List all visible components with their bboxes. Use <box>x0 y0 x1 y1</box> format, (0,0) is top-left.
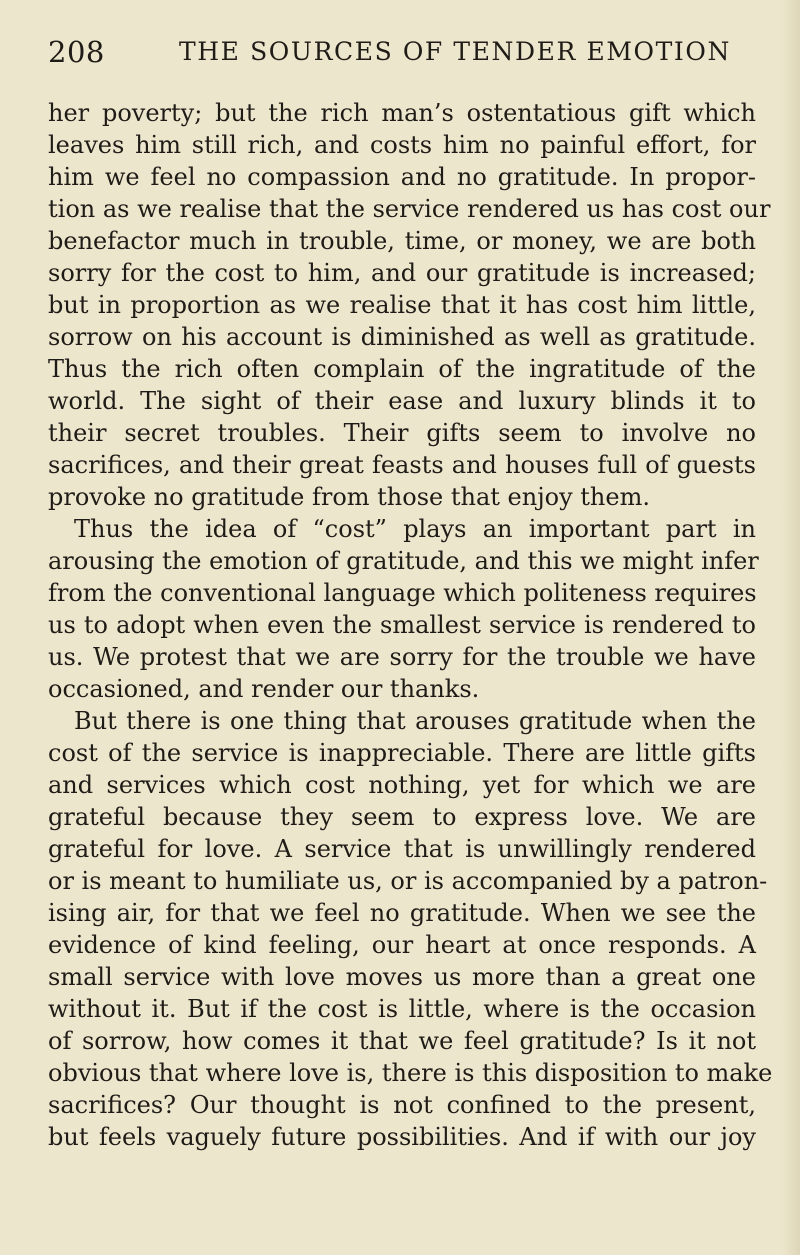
text-line: sacrifices? Our thought is not confined to the present, <box>48 1091 756 1119</box>
text-line: but feels vaguely future possibilities. And if with our joy <box>48 1123 756 1151</box>
body-text <box>48 97 773 1153</box>
text-line: arousing the emotion of gratitude, and this we might infer <box>48 547 759 575</box>
text-line: grateful because they seem to express love. We are <box>48 803 756 831</box>
text-line: us to adopt when even the smallest service is rendered to <box>48 611 756 639</box>
text-line: but in proportion as we realise that it has cost him little, <box>48 291 756 319</box>
text-line: benefactor much in trouble, time, or money, we are both <box>48 227 756 255</box>
text-line: from the conventional language which politeness requires <box>48 579 757 607</box>
text-line: cost of the service is inappreciable. There are little gifts <box>48 739 756 767</box>
text-line: sacrifices, and their great feasts and houses full of guests <box>48 451 756 479</box>
running-head: THE SOURCES OF TENDER EMOTION <box>179 37 731 66</box>
text-line: Thus the rich often complain of the ingratitude of the <box>48 355 756 383</box>
text-line: sorry for the cost to him, and our gratitude is increased; <box>48 259 756 287</box>
page-number: 208 <box>48 35 105 69</box>
text-line: ising air, for that we feel no gratitude. When we see the <box>48 899 756 927</box>
page-header <box>48 34 748 70</box>
text-line: tion as we realise that the service rendered us has cost our <box>48 195 771 223</box>
text-line: us. We protest that we are sorry for the trouble we have <box>48 643 756 671</box>
text-line: grateful for love. A service that is unwillingly rendered <box>48 835 756 863</box>
text-line: Thus the idea of “cost” plays an important part in <box>74 515 756 543</box>
text-line: or is meant to humiliate us, or is accompanied by a patron- <box>48 867 768 895</box>
text-line: her poverty; but the rich man’s ostentatious gift which <box>48 99 756 127</box>
text-line: small service with love moves us more than a great one <box>48 963 756 991</box>
text-line: world. The sight of their ease and luxury blinds it to <box>48 387 756 415</box>
text-line: occasioned, and render our thanks. <box>48 675 480 703</box>
text-line: him we feel no compassion and no gratitude. In propor- <box>48 163 756 191</box>
text-line: without it. But if the cost is little, where is the occasion <box>48 995 756 1023</box>
text-line: and services which cost nothing, yet for which we are <box>48 771 756 799</box>
text-line: obvious that where love is, there is this disposition to make <box>48 1059 773 1087</box>
text-line: sorrow on his account is diminished as well as gratitude. <box>48 323 756 351</box>
page-edge-shadow <box>782 0 800 1255</box>
text-line: evidence of kind feeling, our heart at once responds. A <box>48 931 756 959</box>
text-line: But there is one thing that arouses gratitude when the <box>74 707 756 735</box>
text-line: their secret troubles. Their gifts seem to involve no <box>48 419 756 447</box>
text-line: of sorrow, how comes it that we feel gratitude? Is it not <box>48 1027 756 1055</box>
text-line: provoke no gratitude from those that enjoy them. <box>48 483 650 511</box>
text-line: leaves him still rich, and costs him no painful effort, for <box>48 131 756 159</box>
